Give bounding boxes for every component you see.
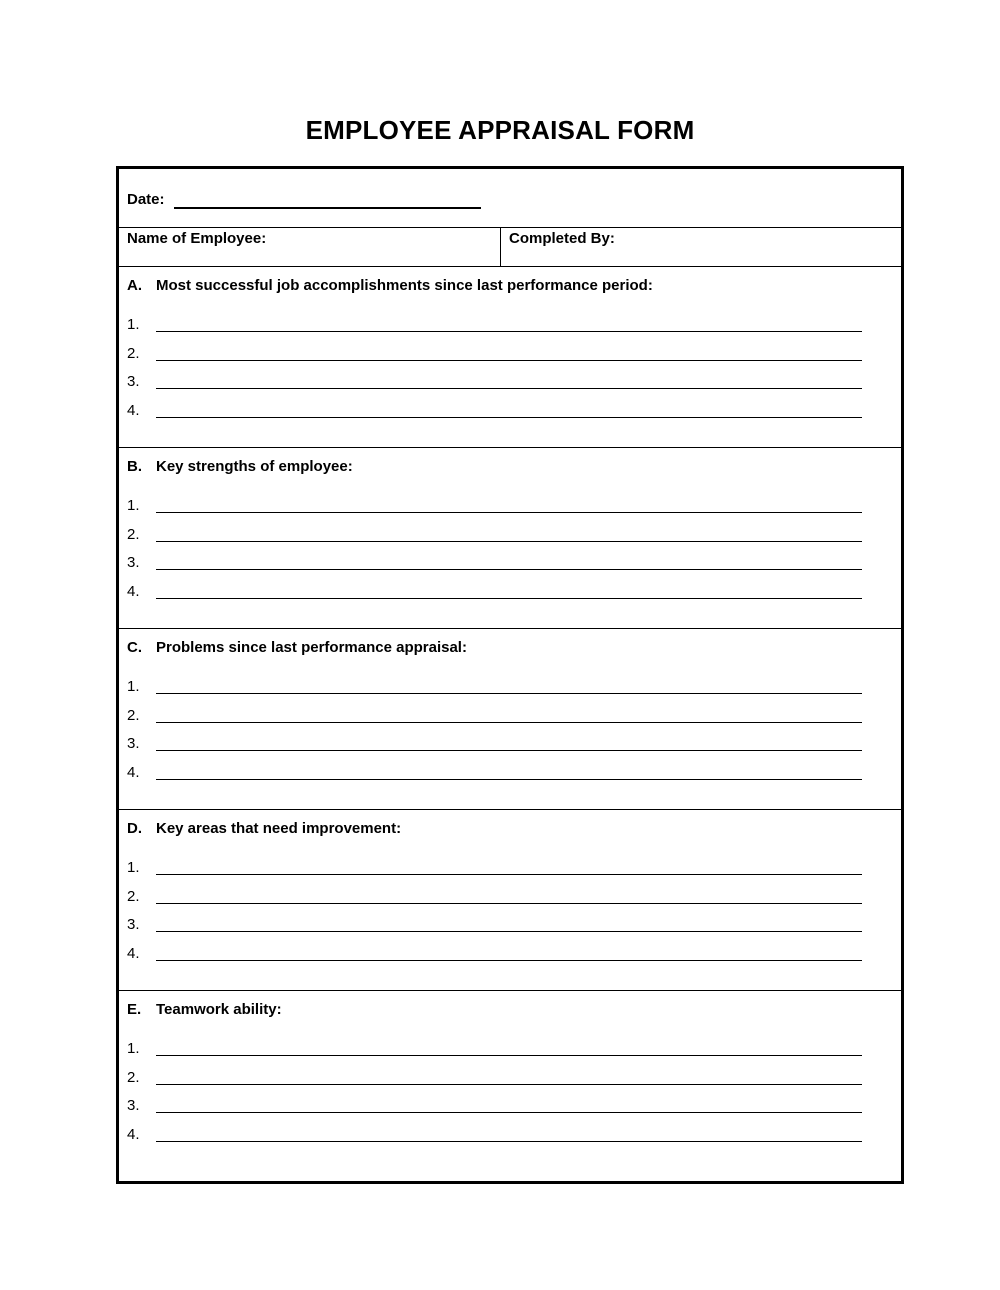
line-number: 4. bbox=[127, 583, 140, 600]
answer-rule bbox=[156, 874, 862, 875]
line-number: 2. bbox=[127, 888, 140, 905]
answer-rule bbox=[156, 541, 862, 542]
completed-by-label: Completed By: bbox=[509, 230, 615, 247]
answer-rule bbox=[156, 1055, 862, 1056]
answer-rule bbox=[156, 693, 862, 694]
answer-line[interactable] bbox=[119, 1097, 901, 1119]
section-title: Teamwork ability: bbox=[156, 1001, 282, 1018]
employee-name-label: Name of Employee: bbox=[127, 230, 267, 247]
names-divider bbox=[500, 228, 501, 266]
answer-rule bbox=[156, 1141, 862, 1142]
answer-line[interactable] bbox=[119, 1126, 901, 1148]
answer-rule bbox=[156, 903, 862, 904]
names-row bbox=[119, 228, 901, 267]
answer-rule bbox=[156, 417, 862, 418]
section-title: Key areas that need improvement: bbox=[156, 820, 402, 837]
section-letter: E. bbox=[127, 1001, 142, 1018]
section-letter: D. bbox=[127, 820, 142, 837]
section-a bbox=[119, 267, 901, 448]
section-letter: B. bbox=[127, 458, 142, 475]
answer-line[interactable] bbox=[119, 859, 901, 881]
line-number: 1. bbox=[127, 497, 140, 514]
date-row bbox=[119, 169, 901, 228]
answer-line[interactable] bbox=[119, 678, 901, 700]
section-letter: A. bbox=[127, 277, 142, 294]
section-d bbox=[119, 810, 901, 991]
section-title: Key strengths of employee: bbox=[156, 458, 353, 475]
answer-rule bbox=[156, 960, 862, 961]
answer-line[interactable] bbox=[119, 554, 901, 576]
answer-line[interactable] bbox=[119, 345, 901, 367]
section-letter: C. bbox=[127, 639, 142, 656]
date-label: Date: bbox=[127, 191, 165, 208]
answer-line[interactable] bbox=[119, 735, 901, 757]
answer-line[interactable] bbox=[119, 373, 901, 395]
line-number: 3. bbox=[127, 373, 140, 390]
date-field[interactable] bbox=[174, 207, 481, 209]
answer-line[interactable] bbox=[119, 583, 901, 605]
answer-rule bbox=[156, 331, 862, 332]
line-number: 3. bbox=[127, 1097, 140, 1114]
line-number: 1. bbox=[127, 316, 140, 333]
line-number: 1. bbox=[127, 678, 140, 695]
answer-rule bbox=[156, 931, 862, 932]
section-b bbox=[119, 448, 901, 629]
line-number: 2. bbox=[127, 526, 140, 543]
answer-rule bbox=[156, 750, 862, 751]
answer-line[interactable] bbox=[119, 945, 901, 967]
answer-line[interactable] bbox=[119, 526, 901, 548]
answer-rule bbox=[156, 1084, 862, 1085]
answer-line[interactable] bbox=[119, 916, 901, 938]
answer-line[interactable] bbox=[119, 316, 901, 338]
answer-line[interactable] bbox=[119, 707, 901, 729]
answer-line[interactable] bbox=[119, 497, 901, 519]
answer-rule bbox=[156, 512, 862, 513]
answer-rule bbox=[156, 388, 862, 389]
line-number: 1. bbox=[127, 1040, 140, 1057]
answer-line[interactable] bbox=[119, 1069, 901, 1091]
line-number: 2. bbox=[127, 707, 140, 724]
answer-rule bbox=[156, 1112, 862, 1113]
section-title: Most successful job accomplishments since last performance period: bbox=[156, 277, 653, 294]
answer-rule bbox=[156, 360, 862, 361]
line-number: 1. bbox=[127, 859, 140, 876]
section-c bbox=[119, 629, 901, 810]
answer-rule bbox=[156, 779, 862, 780]
answer-line[interactable] bbox=[119, 402, 901, 424]
answer-rule bbox=[156, 598, 862, 599]
page-title: EMPLOYEE APPRAISAL FORM bbox=[305, 115, 695, 145]
section-e bbox=[119, 991, 901, 1180]
answer-line[interactable] bbox=[119, 764, 901, 786]
answer-line[interactable] bbox=[119, 888, 901, 910]
line-number: 2. bbox=[127, 1069, 140, 1086]
line-number: 2. bbox=[127, 345, 140, 362]
answer-line[interactable] bbox=[119, 1040, 901, 1062]
line-number: 4. bbox=[127, 764, 140, 781]
line-number: 3. bbox=[127, 916, 140, 933]
line-number: 4. bbox=[127, 402, 140, 419]
line-number: 3. bbox=[127, 735, 140, 752]
line-number: 4. bbox=[127, 1126, 140, 1143]
answer-rule bbox=[156, 722, 862, 723]
line-number: 4. bbox=[127, 945, 140, 962]
line-number: 3. bbox=[127, 554, 140, 571]
answer-rule bbox=[156, 569, 862, 570]
appraisal-form bbox=[116, 166, 904, 1184]
section-title: Problems since last performance appraisal: bbox=[156, 639, 467, 656]
